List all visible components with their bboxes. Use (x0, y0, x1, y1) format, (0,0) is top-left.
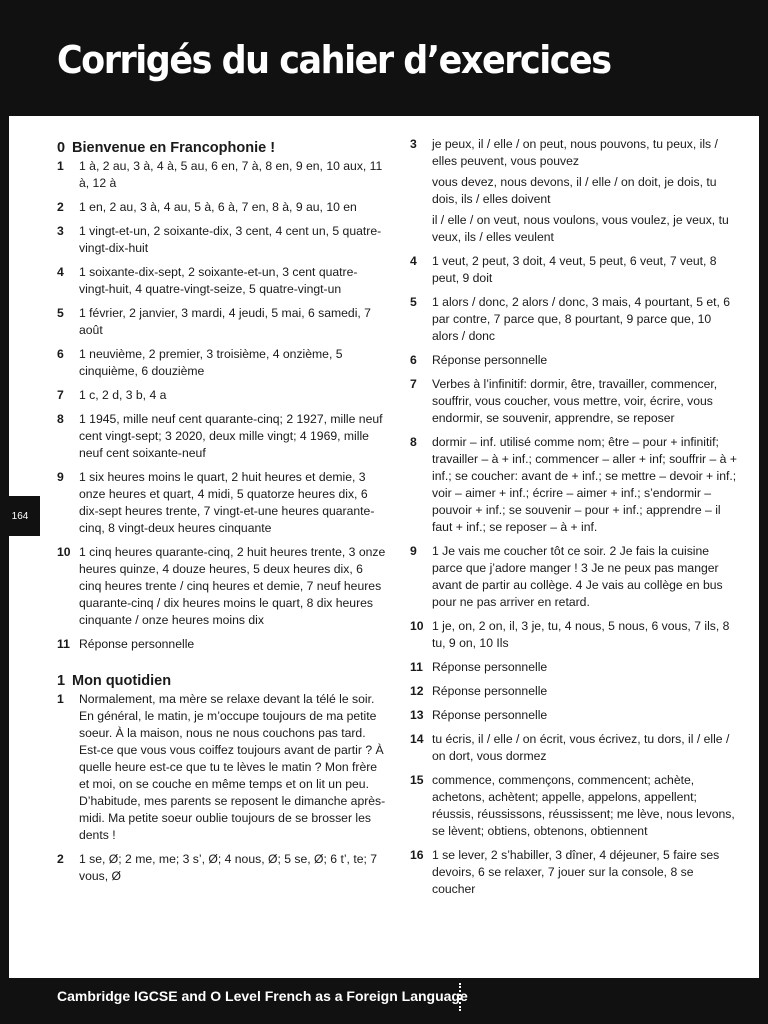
answer-paragraph: 1 vingt-et-un, 2 soixante-dix, 3 cent, 4 cent un, 5 quatre-vingt-dix-huit (79, 224, 382, 255)
answer-item (410, 543, 740, 611)
answer-paragraph: Verbes à l’infinitif: dormir, être, travailler, commencer, souffrir, vous coucher, vous mettre, voir, écrire, vous endormir, se souvenir, apprendre, se reposer (432, 377, 718, 425)
answer-paragraph: 1 neuvième, 2 premier, 3 troisième, 4 onzième, 5 cinquième, 6 douzième (79, 347, 343, 378)
answer-item (57, 544, 387, 629)
answer-number: 10 (57, 545, 71, 559)
answer-item (57, 387, 387, 404)
answer-paragraph: 1 1945, mille neuf cent quarante-cinq; 2 1927, mille neuf cent vingt-sept; 3 2020, deux mille vingt; 4 1969, mille neuf cent soixante-neuf (79, 412, 383, 460)
answer-item (410, 707, 740, 724)
answer-text (432, 659, 740, 676)
answer-item (410, 618, 740, 652)
answer-item (410, 434, 740, 536)
answer-paragraph: Réponse personnelle (432, 353, 548, 367)
answer-number: 3 (57, 224, 64, 238)
answer-number: 15 (410, 773, 424, 787)
section-1-answers (57, 691, 387, 885)
answer-number: 3 (410, 137, 417, 151)
answer-paragraph: Réponse personnelle (432, 660, 548, 674)
answer-paragraph: 1 six heures moins le quart, 2 huit heures et demie, 3 onze heures et quart, 4 midi, 5 quatorze heures dix, 6 dix-sept heures trente, 7 vingt-et-une heures quarante-cinq, 8 vingt-deux heures cinquante (79, 470, 375, 535)
answer-text (79, 469, 387, 537)
answer-paragraph: dormir – inf. utilisé comme nom; être – pour + infinitif; travailler – à + inf.; commencer – aller + inf; souffrir – à + inf.; se coucher: avant de + inf.; se mettre – devoir + inf.; voir – aimer + inf.; écrire – aimer + inf.; s’endormir – pouvoir + inf.; se souvenir – pour + inf.; apprendre – il faut + inf.; se reposer – à + inf. (432, 435, 737, 534)
left-column (57, 136, 387, 885)
answer-paragraph: 1 se lever, 2 s’habiller, 3 dîner, 4 déjeuner, 5 faire ses devoirs, 6 se relaxer, 7 jouer sur la console, 8 se coucher (432, 848, 720, 896)
answer-paragraph: 1 à, 2 au, 3 à, 4 à, 5 au, 6 en, 7 à, 8 en, 9 en, 10 aux, 11 à, 12 à (79, 159, 383, 190)
section-number: 0 (57, 140, 66, 156)
section-0-title (57, 138, 387, 158)
section-number: 1 (57, 673, 66, 689)
answer-item (410, 294, 740, 345)
answer-text (432, 731, 740, 765)
answer-number: 13 (410, 708, 424, 722)
answer-item (57, 636, 387, 653)
answer-item (57, 346, 387, 380)
answer-item (410, 376, 740, 427)
answer-number: 9 (410, 544, 417, 558)
answer-number: 2 (57, 200, 64, 214)
section-title-text: Mon quotidien (72, 673, 172, 689)
footer-divider (459, 983, 463, 1011)
section-title-text: Bienvenue en Francophonie ! (72, 140, 276, 156)
right-column (410, 136, 740, 898)
answer-paragraph: Réponse personnelle (432, 708, 548, 722)
answer-text (432, 294, 740, 345)
answer-paragraph: 1 veut, 2 peut, 3 doit, 4 veut, 5 peut, 6 veut, 7 veut, 8 peut, 9 doit (432, 254, 717, 285)
answer-text (432, 683, 740, 700)
answer-paragraph: tu écris, il / elle / on écrit, vous écrivez, tu dors, il / elle / on dort, vous dormez (432, 732, 730, 763)
answer-text (432, 253, 740, 287)
answer-paragraph: 1 c, 2 d, 3 b, 4 a (79, 388, 167, 402)
answer-item (410, 659, 740, 676)
answer-number: 16 (410, 848, 424, 862)
answer-number: 6 (57, 347, 64, 361)
answer-paragraph: 1 février, 2 janvier, 3 mardi, 4 jeudi, 5 mai, 6 samedi, 7 août (79, 306, 371, 337)
answer-item (57, 223, 387, 257)
answer-text (79, 851, 387, 885)
answer-number: 8 (57, 412, 64, 426)
answer-text (432, 352, 740, 369)
section-1-title (57, 671, 387, 691)
answer-number: 8 (410, 435, 417, 449)
answer-text (79, 223, 387, 257)
answer-item (57, 691, 387, 844)
page-number: 164 (11, 510, 29, 522)
answer-number: 11 (410, 660, 423, 674)
right-column-answers (410, 136, 740, 898)
answer-item (57, 264, 387, 298)
answer-number: 1 (57, 692, 64, 706)
answer-number: 6 (410, 353, 417, 367)
answer-text (79, 544, 387, 629)
answer-text (79, 158, 387, 192)
answer-text (432, 772, 740, 840)
answer-text (432, 136, 740, 246)
answer-item (410, 847, 740, 898)
answer-paragraph: vous devez, nous devons, il / elle / on doit, je dois, tu dois, ils / elles doivent (432, 175, 717, 206)
answer-item (410, 136, 740, 246)
page-title: Corrigés du cahier d’exercices (57, 38, 611, 82)
answer-text (79, 387, 387, 404)
answer-number: 12 (410, 684, 424, 698)
page-number-tab (0, 496, 40, 536)
answer-text (79, 346, 387, 380)
answer-paragraph: Normalement, ma mère se relaxe devant la télé le soir. En général, le matin, je m’occupe toujours de ma petite soeur. À la maison, nous ne nous couchons pas tard. Est-ce que vous vous coiffez toujours avant de partir ? À quelle heure est-ce que tu te lèves le matin ? Mon frère et moi, on se couche en même temps et on lit un peu. D’habitude, mes parents se reposent le dimanche après-midi. Ma petite soeur oublie toujours de se brosser les dents ! (79, 692, 386, 842)
answer-item (410, 772, 740, 840)
answer-number: 11 (57, 637, 70, 651)
answer-number: 4 (57, 265, 64, 279)
answer-paragraph: 1 se, Ø; 2 me, me; 3 s’, Ø; 4 nous, Ø; 5 se, Ø; 6 t’, te; 7 vous, Ø (79, 852, 378, 883)
answer-number: 7 (57, 388, 64, 402)
answer-item (410, 253, 740, 287)
answer-number: 10 (410, 619, 424, 633)
answer-item (57, 305, 387, 339)
answer-paragraph: 1 cinq heures quarante-cinq, 2 huit heures trente, 3 onze heures quinze, 4 douze heures, 5 deux heures dix, 6 cinq heures trente / cinq heures et demie, 7 neuf heures quarante-cinq / dix heures moins le quart, 8 dix heures cinquante / onze heures moins dix (79, 545, 386, 627)
answer-paragraph: 1 je, on, 2 on, il, 3 je, tu, 4 nous, 5 nous, 6 vous, 7 ils, 8 tu, 9 on, 10 Ils (432, 619, 730, 650)
answer-text (79, 305, 387, 339)
answer-text (79, 264, 387, 298)
answer-number: 9 (57, 470, 64, 484)
answer-item (57, 469, 387, 537)
answer-text (432, 434, 740, 536)
answer-paragraph: Réponse personnelle (432, 684, 548, 698)
answer-paragraph: il / elle / on veut, nous voulons, vous voulez, je veux, tu veux, ils / elles veulent (432, 213, 729, 244)
answer-item (57, 411, 387, 462)
answer-number: 4 (410, 254, 417, 268)
answer-paragraph: 1 soixante-dix-sept, 2 soixante-et-un, 3 cent quatre-vingt-huit, 4 quatre-vingt-seize, 5 quatre-vingt-un (79, 265, 358, 296)
answer-paragraph: 1 en, 2 au, 3 à, 4 au, 5 à, 6 à, 7 en, 8 à, 9 au, 10 en (79, 200, 357, 214)
answer-text (432, 847, 740, 898)
answer-item (57, 851, 387, 885)
answer-item (410, 352, 740, 369)
answer-number: 1 (57, 159, 64, 173)
answer-item (57, 199, 387, 216)
answer-paragraph: commence, commençons, commencent; achète, achetons, achètent; appelle, appelons, appellent; réussis, réussissons, réussissent; me lève, nous levons, se lèvent; obtiens, obtenons, obtiennent (432, 773, 735, 838)
answer-paragraph: Réponse personnelle (79, 637, 195, 651)
answer-text (432, 376, 740, 427)
answer-text (432, 543, 740, 611)
answer-text (79, 199, 387, 216)
answer-number: 14 (410, 732, 424, 746)
answer-paragraph: 1 alors / donc, 2 alors / donc, 3 mais, 4 pourtant, 5 et, 6 par contre, 7 parce que, 8 pourtant, 9 parce que, 10 alors / donc (432, 295, 731, 343)
answer-number: 5 (57, 306, 64, 320)
footer-title: Cambridge IGCSE and O Level French as a Foreign Language (57, 988, 468, 1004)
answer-number: 2 (57, 852, 64, 866)
answer-text (79, 411, 387, 462)
section-0-answers (57, 158, 387, 653)
answer-text (432, 618, 740, 652)
answer-text (79, 691, 387, 844)
answer-item (57, 158, 387, 192)
answer-paragraph: 1 Je vais me coucher tôt ce soir. 2 Je fais la cuisine parce que j’adore manger ! 3 Je ne peux pas manger avant de partir au collège. 4 Je vais au collège en bus pour ne pas arriver en retard. (432, 544, 723, 609)
answer-item (410, 683, 740, 700)
answer-paragraph: je peux, il / elle / on peut, nous pouvons, tu peux, ils / elles peuvent, vous pouvez (432, 137, 718, 168)
answer-number: 7 (410, 377, 417, 391)
answer-text (432, 707, 740, 724)
answer-number: 5 (410, 295, 417, 309)
answer-text (79, 636, 387, 653)
answer-item (410, 731, 740, 765)
